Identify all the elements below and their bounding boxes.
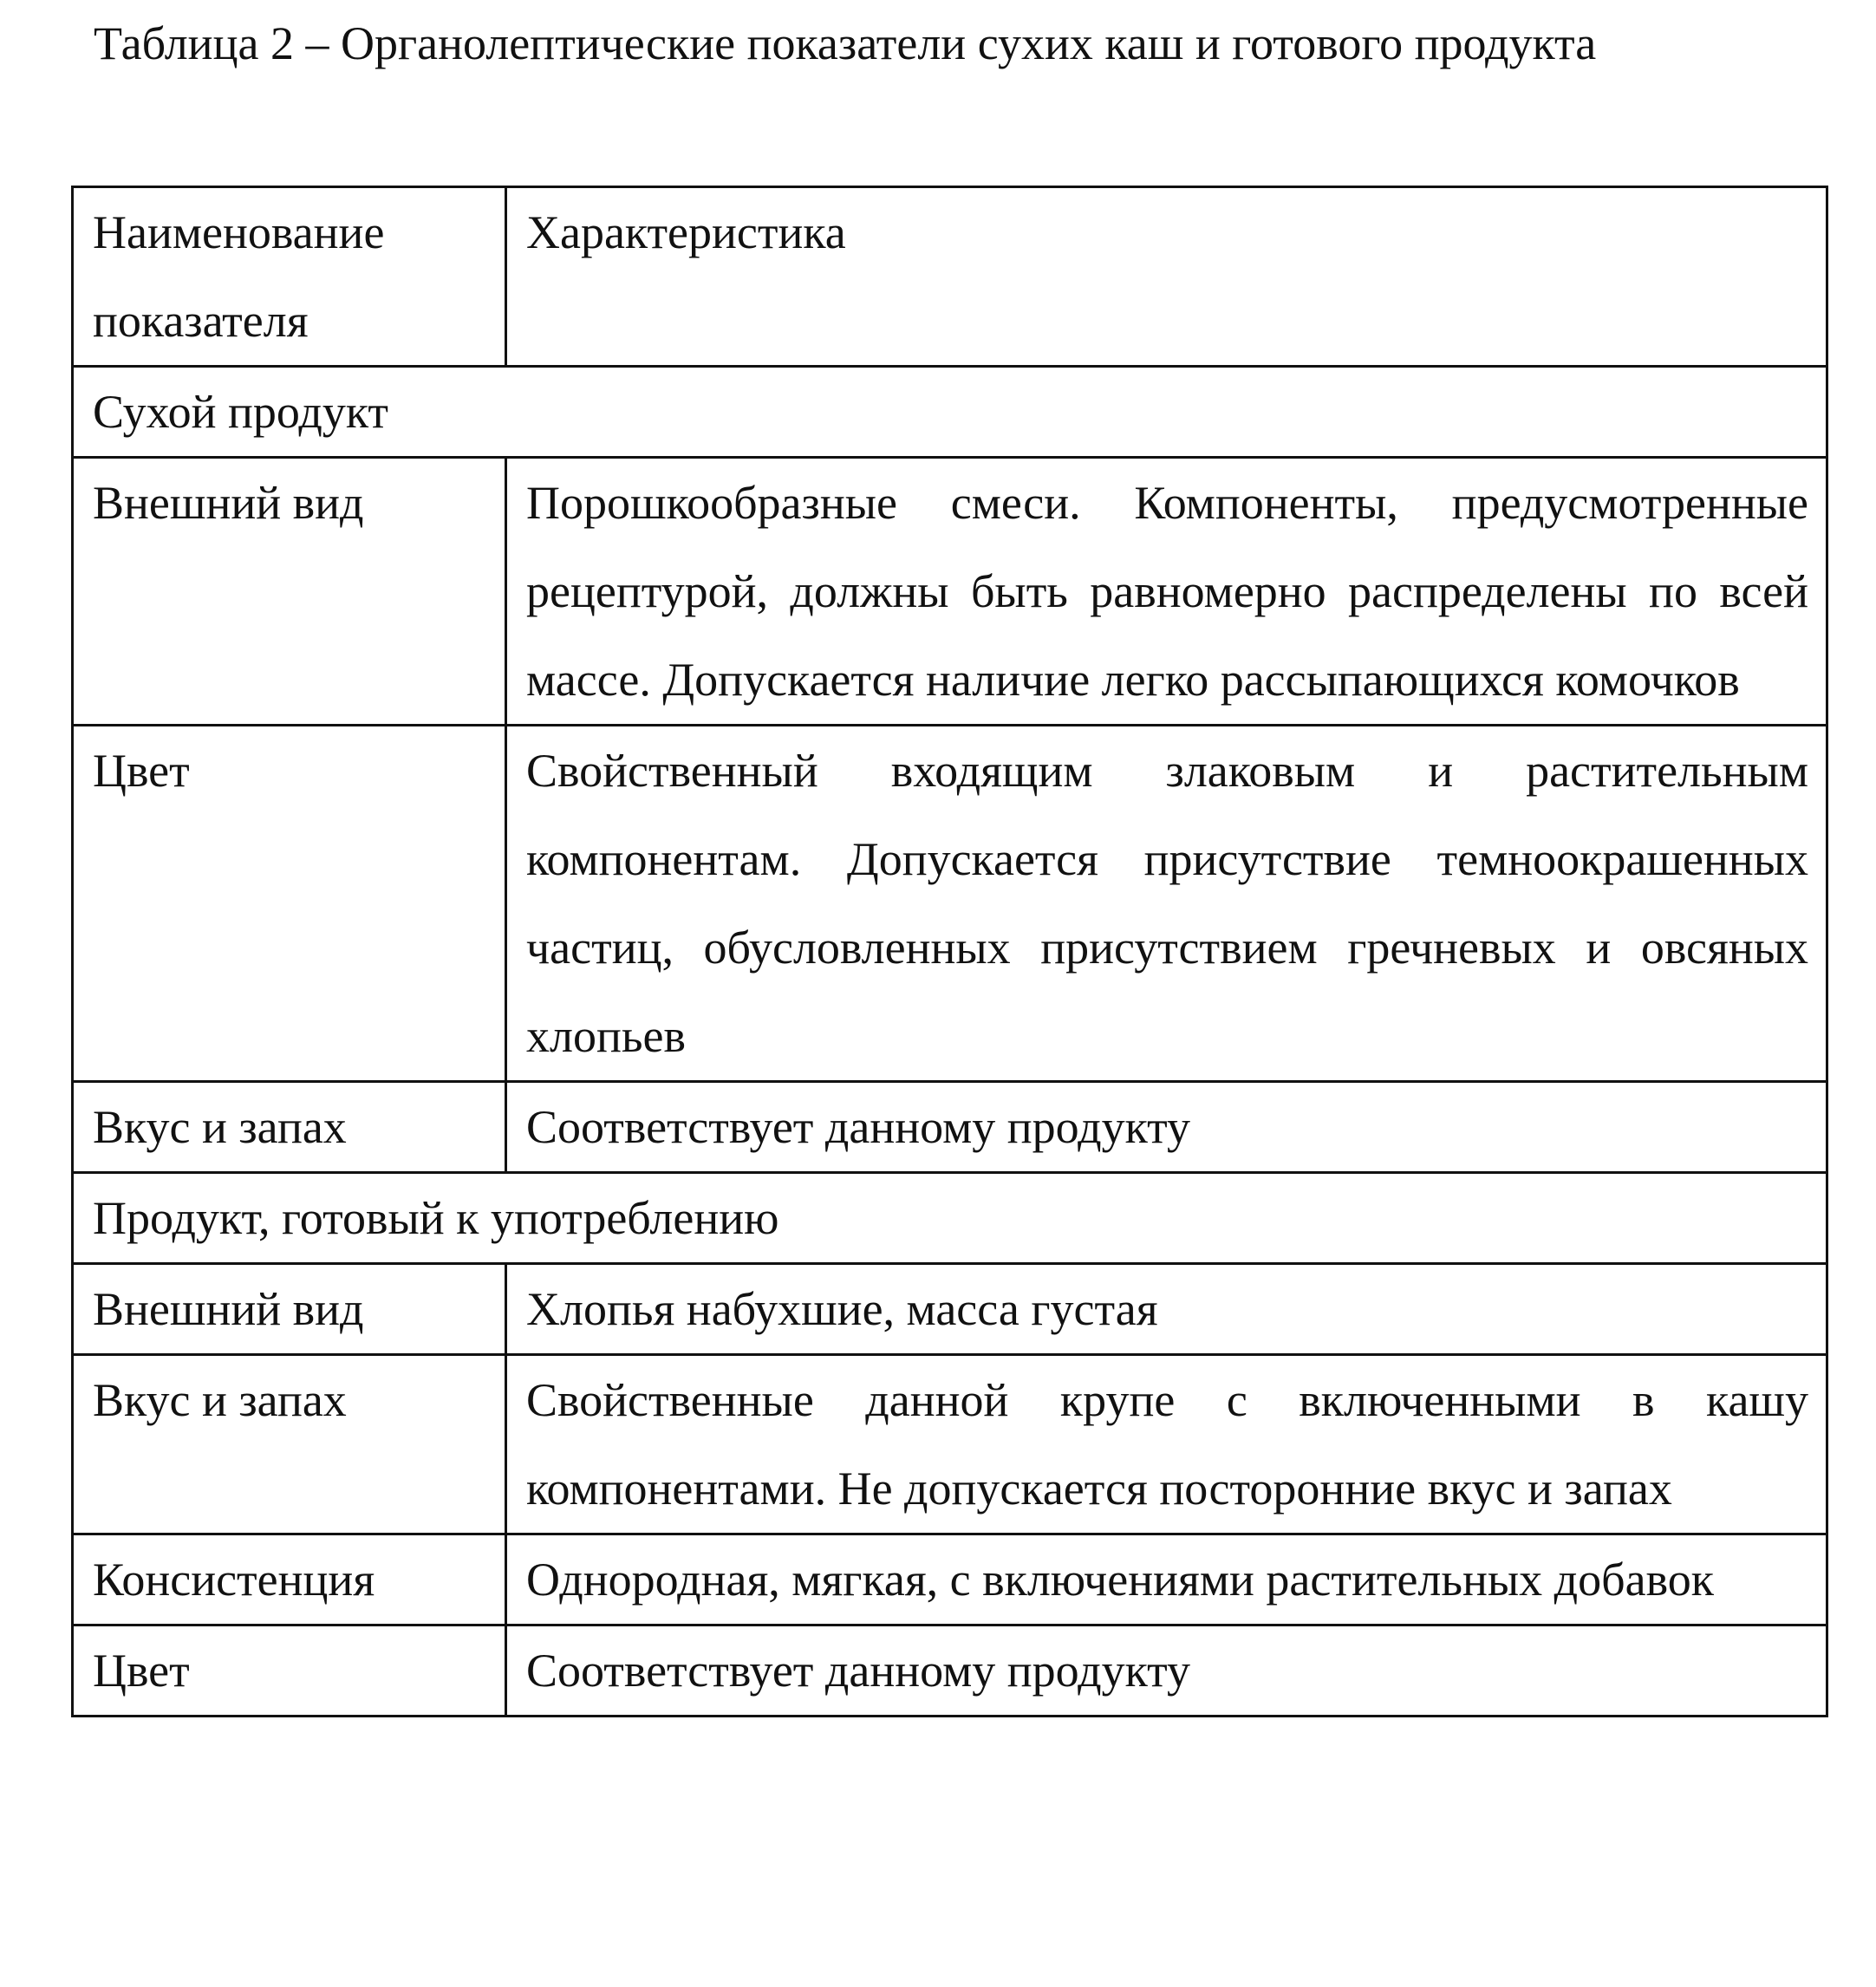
section-row-ready-product — [73, 1173, 1827, 1264]
indicator-characteristic: Соответствует данному продукту — [506, 1625, 1827, 1717]
table-row — [73, 1625, 1827, 1717]
table-row — [73, 1355, 1827, 1534]
section-title: Продукт, готовый к употреблению — [73, 1173, 1827, 1264]
indicator-name: Цвет — [73, 1625, 506, 1717]
table-row — [73, 1264, 1827, 1355]
indicator-name: Вкус и запах — [73, 1082, 506, 1173]
table-header-row — [73, 187, 1827, 367]
indicator-characteristic: Соответствует данному продукту — [506, 1082, 1827, 1173]
indicator-characteristic: Порошкообразные смеси. Компоненты, предусмотренные рецептурой, должны быть равномерно распределены по всей массе. Допускается наличие легко рассыпающихся комочков — [506, 458, 1827, 726]
indicator-name: Вкус и запах — [73, 1355, 506, 1534]
table-row — [73, 1534, 1827, 1625]
indicator-characteristic: Хлопья набухшие, масса густая — [506, 1264, 1827, 1355]
indicator-characteristic: Свойственный входящим злаковым и растительным компонентам. Допускается присутствие темноокрашенных частиц, обусловленных присутствием гречневых и овсяных хлопьев — [506, 726, 1827, 1082]
header-characteristic: Характеристика — [506, 187, 1827, 367]
indicator-name: Внешний вид — [73, 458, 506, 726]
section-row-dry-product — [73, 367, 1827, 458]
indicator-name: Консистенция — [73, 1534, 506, 1625]
indicator-name: Внешний вид — [73, 1264, 506, 1355]
table-row — [73, 1082, 1827, 1173]
header-indicator-name: Наименование показателя — [73, 187, 506, 367]
indicator-characteristic: Свойственные данной крупе с включенными в кашу компонентами. Не допускается посторонние вкус и запах — [506, 1355, 1827, 1534]
table-caption: Таблица 2 – Органолептические показатели сухих каш и готового продукта — [94, 17, 1597, 69]
section-title: Сухой продукт — [73, 367, 1827, 458]
organoleptic-table — [71, 186, 1828, 1717]
table-row — [73, 458, 1827, 726]
table-row — [73, 726, 1827, 1082]
indicator-name: Цвет — [73, 726, 506, 1082]
indicator-characteristic: Однородная, мягкая, с включениями растительных добавок — [506, 1534, 1827, 1625]
